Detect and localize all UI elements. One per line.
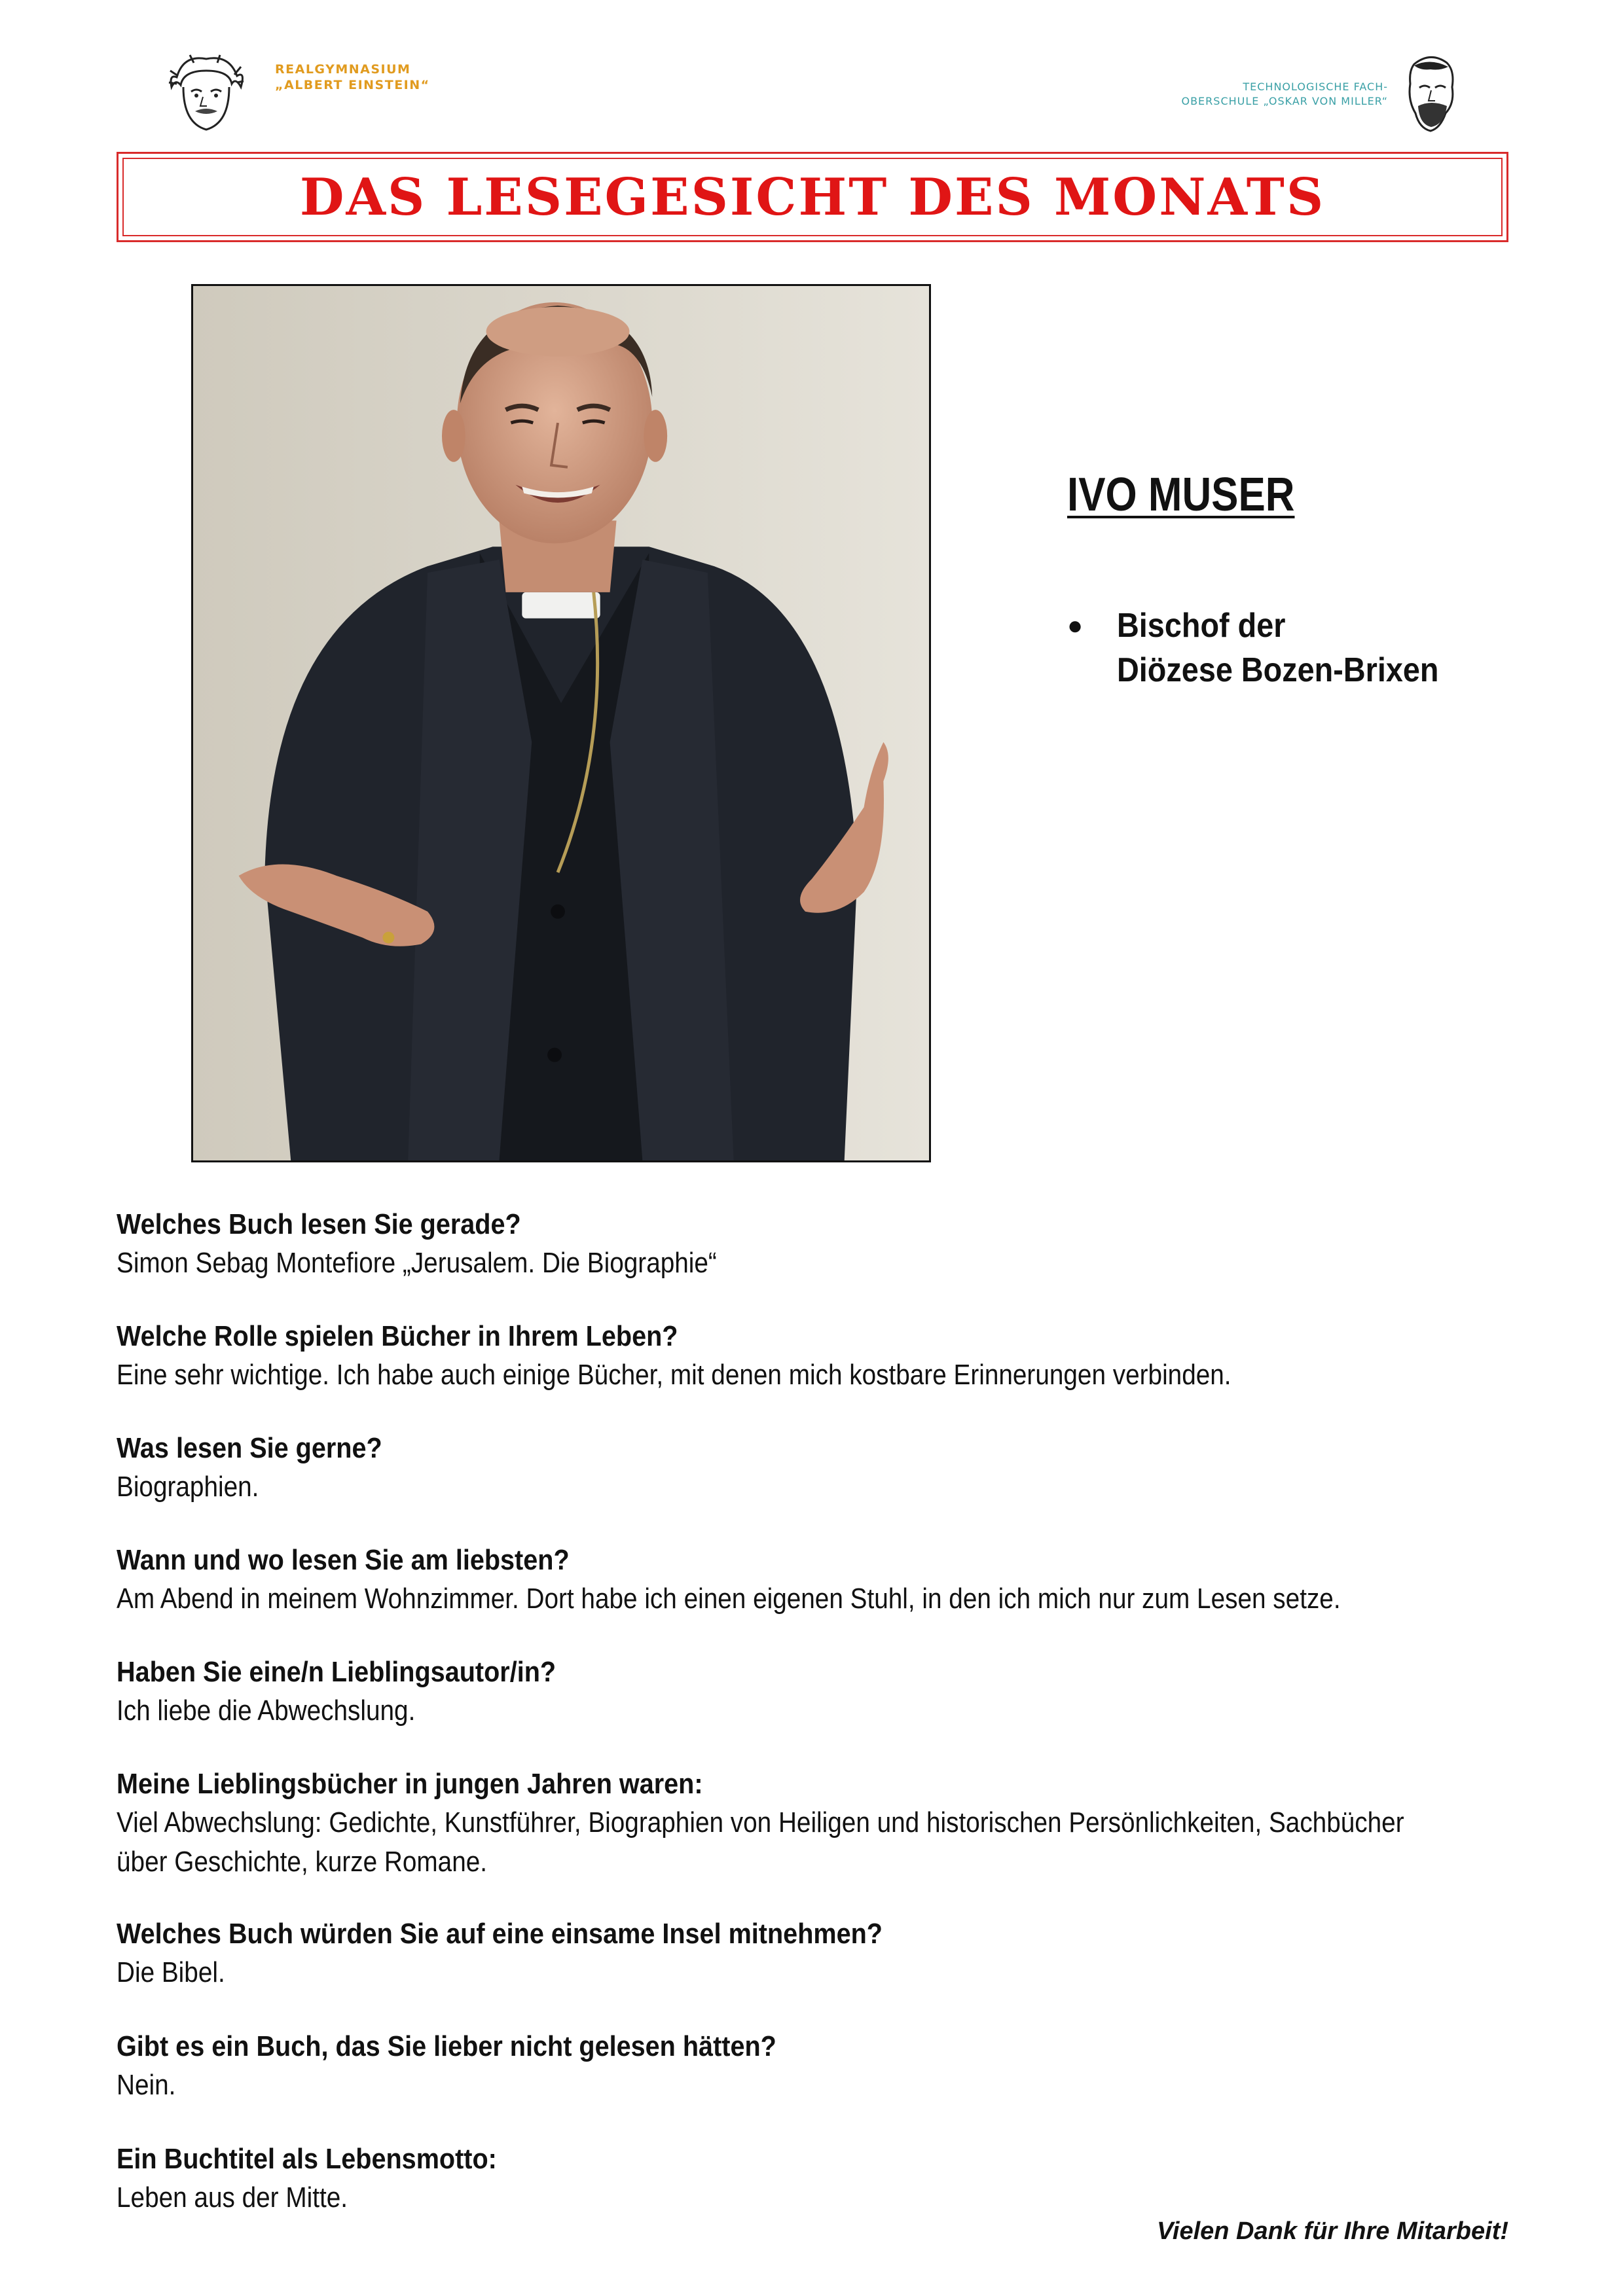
portrait-photo <box>191 284 931 1162</box>
role-line-1: Bischof der <box>1117 607 1286 645</box>
school-logo-left <box>164 51 491 143</box>
person-name: IVO MUSER <box>1067 469 1295 521</box>
qa-item <box>117 1915 1537 1992</box>
left-logo-line1: REALGYMNASIUM <box>275 62 411 77</box>
qa-item <box>117 1318 1537 1395</box>
answer: Ich liebe die Abwechslung. <box>117 1695 416 1727</box>
school-logo-right <box>1106 51 1473 143</box>
miller-portrait-icon <box>1395 51 1467 136</box>
qa-item <box>117 1206 1537 1283</box>
title-frame <box>117 152 1508 242</box>
answer-continued: über Geschichte, kurze Romane. <box>117 1846 488 1878</box>
answer: Nein. <box>117 2069 176 2101</box>
answer: Eine sehr wichtige. Ich habe auch einige Bücher, mit denen mich kostbare Erinnerungen verbinden. <box>117 1359 1231 1391</box>
page-title: DAS LESEGESICHT DES MONATS <box>299 167 1326 227</box>
question: Meine Lieblingsbücher in jungen Jahren waren: <box>117 1768 703 1800</box>
question: Gibt es ein Buch, das Sie lieber nicht gelesen hätten? <box>117 2030 776 2062</box>
answer: Leben aus der Mitte. <box>117 2181 348 2214</box>
qa-item <box>117 1653 1537 1731</box>
right-logo-line1: TECHNOLOGISCHE FACH- <box>1243 81 1388 93</box>
question: Haben Sie eine/n Lieblingsautor/in? <box>117 1656 556 1688</box>
question: Wann und wo lesen Sie am liebsten? <box>117 1544 570 1576</box>
question: Was lesen Sie gerne? <box>117 1432 382 1464</box>
answer: Am Abend in meinem Wohnzimmer. Dort habe ich einen eigenen Stuhl, in den ich mich nur zum Lesen setze. <box>117 1583 1341 1615</box>
answer: Biographien. <box>117 1471 259 1503</box>
einstein-portrait-icon <box>164 51 249 136</box>
left-logo-line2: „ALBERT EINSTEIN“ <box>275 78 430 92</box>
qa-item <box>117 2140 1537 2217</box>
qa-item <box>117 1765 1537 1882</box>
question: Ein Buchtitel als Lebensmotto: <box>117 2143 497 2175</box>
question: Welches Buch lesen Sie gerade? <box>117 1208 521 1240</box>
qa-item <box>117 1429 1537 1507</box>
question: Welche Rolle spielen Bücher in Ihrem Leben? <box>117 1320 678 1352</box>
thanks-note: Vielen Dank für Ihre Mitarbeit! <box>1156 2217 1508 2245</box>
bullet-icon: ● <box>1067 611 1084 640</box>
qa-item <box>117 2028 1537 2105</box>
answer: Die Bibel. <box>117 1956 225 1988</box>
role-line-2: Diözese Bozen-Brixen <box>1117 651 1439 689</box>
answer: Simon Sebag Montefiore „Jerusalem. Die Biographie“ <box>117 1247 717 1279</box>
question: Welches Buch würden Sie auf eine einsame Insel mitnehmen? <box>117 1918 883 1950</box>
qa-item <box>117 1541 1537 1619</box>
answer: Viel Abwechslung: Gedichte, Kunstführer, Biographien von Heiligen und historischen Persönlichkeiten, Sachbücher <box>117 1806 1404 1839</box>
right-logo-line2: OBERSCHULE „OSKAR VON MILLER“ <box>1181 95 1388 107</box>
